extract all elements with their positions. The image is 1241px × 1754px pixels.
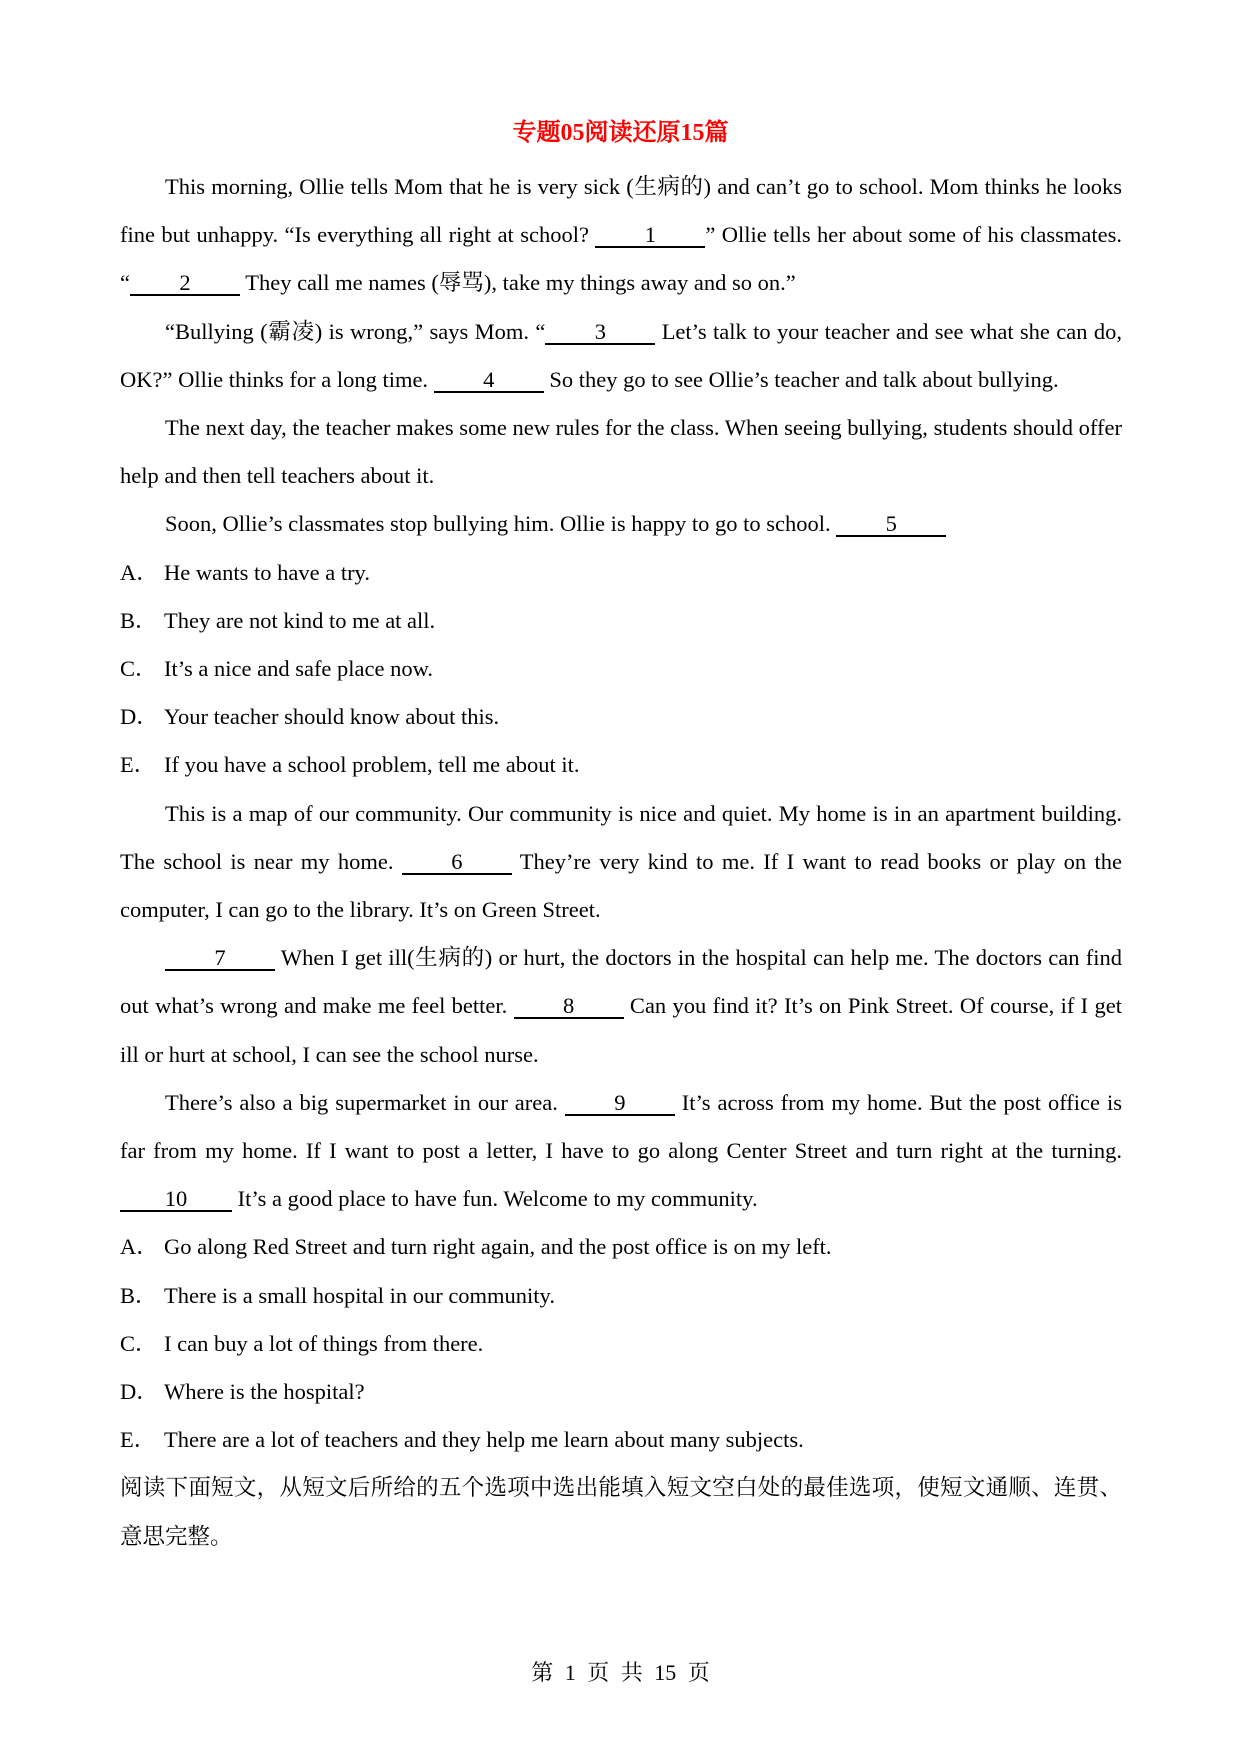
text-run: ” Ollie tells her about some of his classmates. “ xyxy=(120,222,1122,296)
option-text: If you have a school problem, tell me about it. xyxy=(164,752,580,778)
option-item xyxy=(120,597,1122,645)
option-text: Where is the hospital? xyxy=(164,1379,365,1405)
option-item xyxy=(120,1320,1122,1368)
option-key: E． xyxy=(120,1427,157,1453)
passage1-paragraph-3: The next day, the teacher makes some new rules for the class. When seeing bullying, students should offer help and then tell teachers about it. xyxy=(120,415,1122,489)
page-title: 专题05阅读还原15篇 xyxy=(512,120,729,146)
option-item xyxy=(120,1368,1122,1416)
answer-blank-7[interactable]: 7 xyxy=(165,947,275,971)
answer-blank-2[interactable]: 2 xyxy=(130,272,240,296)
option-item xyxy=(120,1223,1122,1271)
answer-blank-3[interactable]: 3 xyxy=(545,321,655,345)
text-run: When I get ill(生病的) or hurt, the doctors in the hospital can help me. The doctors can find out what’s wrong and make me feel better. xyxy=(120,945,1122,1019)
page-footer: 第 1 页 共 15 页 xyxy=(531,1660,710,1685)
passage2-paragraph-1 xyxy=(120,790,1122,935)
instruction-text: 阅读下面短文，从短文后所给的五个选项中选出能填入短文空白处的最佳选项，使短文通顺、连贯、意思完整。 xyxy=(120,1475,1122,1549)
option-key: B． xyxy=(120,607,158,633)
option-key: A． xyxy=(120,1234,159,1260)
passage2-paragraph-2 xyxy=(120,934,1122,1079)
answer-blank-8[interactable]: 8 xyxy=(514,995,624,1019)
option-item xyxy=(120,693,1122,741)
option-item xyxy=(120,1272,1122,1320)
text-run: It’s across from my home. But the post office is far from my home. If I want to post a letter, I have to go along Center Street and turn right at the turning. xyxy=(120,1089,1122,1164)
text-run: This is a map of our community. Our community is nice and quiet. My home is in an apartment building. The school is near my home. xyxy=(120,800,1122,874)
option-text: He wants to have a try. xyxy=(164,559,370,585)
option-item xyxy=(120,645,1122,693)
option-key: C． xyxy=(120,656,158,682)
option-key: A． xyxy=(120,559,159,585)
text-run: They call me names (辱骂), take my things away and so on.” xyxy=(240,270,796,296)
option-key: B． xyxy=(120,1282,158,1308)
option-item xyxy=(120,549,1122,597)
text-run: Can you find it? It’s on Pink Street. Of course, if I get ill or hurt at school, I can see the school nurse. xyxy=(120,993,1122,1067)
text-run: Let’s talk to your teacher and see what she can do, OK?” Ollie thinks for a long time. xyxy=(120,318,1122,392)
option-text: It’s a nice and safe place now. xyxy=(164,656,434,682)
option-text: There are a lot of teachers and they help me learn about many subjects. xyxy=(164,1427,804,1453)
answer-blank-4[interactable]: 4 xyxy=(434,369,544,393)
option-text: Your teacher should know about this. xyxy=(164,704,500,730)
text-run: Soon, Ollie’s classmates stop bullying him. Ollie is happy to go to school. xyxy=(165,511,837,537)
answer-blank-9[interactable]: 9 xyxy=(565,1092,675,1116)
option-text: I can buy a lot of things from there. xyxy=(164,1330,484,1356)
passage1-paragraph-1 xyxy=(120,163,1122,308)
text-run: They’re very kind to me. If I want to read books or play on the computer, I can go to the library. It’s on Green Street. xyxy=(120,848,1123,923)
document-body xyxy=(120,163,1122,1561)
option-key: D． xyxy=(120,1379,159,1405)
option-item xyxy=(120,741,1122,789)
text-run: There’s also a big supermarket in our area. xyxy=(165,1089,565,1115)
option-key: E． xyxy=(120,752,157,778)
option-key: D． xyxy=(120,704,159,730)
text-run: “Bullying (霸凌) is wrong,” says Mom. “ xyxy=(165,318,546,344)
passage1-paragraph-4 xyxy=(120,500,1122,548)
option-key: C． xyxy=(120,1330,158,1356)
answer-blank-10[interactable]: 10 xyxy=(120,1188,232,1212)
option-text: There is a small hospital in our community. xyxy=(164,1282,555,1308)
option-text: They are not kind to me at all. xyxy=(164,607,436,633)
text-run: It’s a good place to have fun. Welcome to my community. xyxy=(232,1186,758,1212)
answer-blank-5[interactable]: 5 xyxy=(836,513,946,537)
text-run: So they go to see Ollie’s teacher and talk about bullying. xyxy=(543,366,1059,392)
text-run: This morning, Ollie tells Mom that he is very sick (生病的) and can’t go to school. Mom thinks he looks fine but unhappy. “Is everything all right at school? xyxy=(120,174,1122,248)
passage1-paragraph-2 xyxy=(120,308,1122,404)
option-text: Go along Red Street and turn right again, and the post office is on my left. xyxy=(164,1234,832,1260)
answer-blank-1[interactable]: 1 xyxy=(595,224,705,248)
option-item xyxy=(120,1416,1122,1464)
passage2-paragraph-3 xyxy=(120,1079,1122,1224)
answer-blank-6[interactable]: 6 xyxy=(402,851,512,875)
